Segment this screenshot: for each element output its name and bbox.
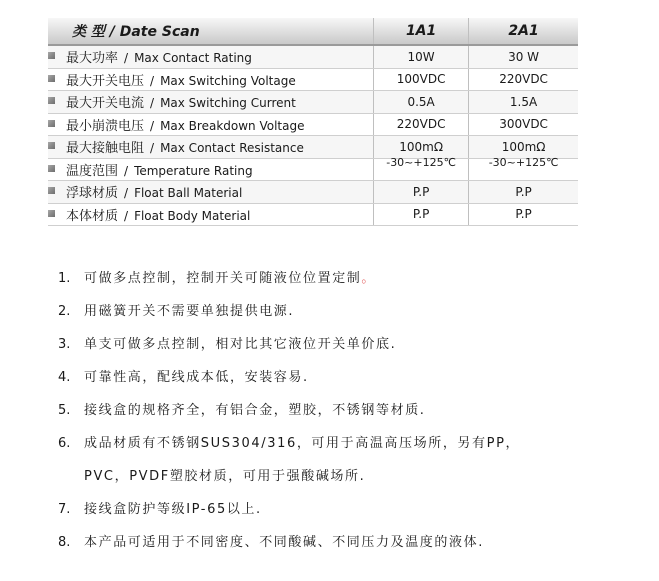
cell-2a1: 300VDC <box>469 113 578 136</box>
table-row <box>48 203 578 226</box>
header-name: 类 型 / Date Scan <box>48 18 374 45</box>
row-label-en: Temperature Rating <box>134 163 253 178</box>
bullet-icon <box>48 97 55 104</box>
cell-2a1: P.P <box>469 181 578 204</box>
temp-range-1a1: -30~+125℃ <box>386 155 456 169</box>
cell-2a1: 220VDC <box>469 68 578 91</box>
cell-1a1: 220VDC <box>374 113 469 136</box>
row-label-en: Max Breakdown Voltage <box>160 118 305 133</box>
cell-1a1: 100mΩ <box>374 136 469 159</box>
row-label-zh: 最大开关电流 <box>66 96 145 112</box>
bullet-icon <box>48 187 55 194</box>
item-text: PVC，PVDF塑胶材质，可用于强酸碱场所. <box>84 469 366 484</box>
item-text: 本产品可适用于不同密度、不同酸碱、不同压力及温度的液体. <box>84 535 484 550</box>
list-item <box>58 361 618 394</box>
table-row <box>48 91 578 114</box>
row-label-zh: 最大开关电压 <box>66 73 145 89</box>
row-label-en: Max Contact Resistance <box>160 141 304 156</box>
row-label-en: Max Switching Current <box>160 96 296 111</box>
bullet-icon <box>48 52 55 59</box>
cell-1a1: P.P <box>374 181 469 204</box>
cell-2a1: 30 W <box>469 45 578 68</box>
row-label-zh: 最大功率 <box>66 51 119 67</box>
cell-1a1: 100VDC <box>374 68 469 91</box>
table-row <box>48 158 578 181</box>
table-row <box>48 45 578 68</box>
separator: / <box>124 186 129 201</box>
item-text: 接线盒防护等级IP-65以上. <box>84 502 262 517</box>
item-text: 可靠性高，配线成本低，安装容易. <box>84 370 309 385</box>
row-label-zh: 温度范围 <box>66 163 119 179</box>
item-number: 5. <box>58 403 71 418</box>
header-col-2a1: 2A1 <box>469 18 578 45</box>
list-item <box>58 427 618 460</box>
item-number: 8. <box>58 535 71 550</box>
spec-table <box>48 18 578 226</box>
item-text: 接线盒的规格齐全，有铝合金，塑胶，不锈钢等材质. <box>84 403 426 418</box>
table-row <box>48 181 578 204</box>
separator: / <box>124 51 129 66</box>
item-number: 2. <box>58 304 71 319</box>
cell-2a1: 1.5A <box>469 91 578 114</box>
row-label-zh: 最小崩溃电压 <box>66 118 145 134</box>
item-number: 4. <box>58 370 71 385</box>
bullet-icon <box>48 120 55 127</box>
item-number: 6. <box>58 436 71 451</box>
item-mark: 。 <box>361 271 377 286</box>
feature-list <box>58 262 618 559</box>
row-label-zh: 最大接触电阻 <box>66 141 145 157</box>
temp-range-2a1: -30~+125℃ <box>488 155 559 169</box>
item-text: 单支可做多点控制，相对比其它液位开关单价底. <box>84 337 397 352</box>
separator: / <box>124 163 129 178</box>
separator: / <box>150 141 155 156</box>
cell-2a1: P.P <box>469 203 578 226</box>
cell-1a1 <box>374 155 469 181</box>
item-text: 可做多点控制，控制开关可随液位位置定制 <box>84 271 362 286</box>
row-label-zh: 本体材质 <box>66 208 119 224</box>
cell-2a1 <box>469 155 578 181</box>
item-text: 用磁簧开关不需要单独提供电源. <box>84 304 295 319</box>
list-item <box>58 394 618 427</box>
list-item-continuation <box>58 460 618 493</box>
spec-header <box>48 18 578 45</box>
list-item <box>58 493 618 526</box>
row-label-zh: 浮球材质 <box>66 186 119 202</box>
cell-1a1: P.P <box>374 203 469 226</box>
separator: / <box>150 118 155 133</box>
item-text: 成品材质有不锈钢SUS304/316，可用于高温高压场所，另有PP， <box>84 436 521 451</box>
row-label-en: Max Switching Voltage <box>160 73 296 88</box>
row-label-en: Float Ball Material <box>134 186 243 201</box>
bullet-icon <box>48 210 55 217</box>
cell-1a1: 10W <box>374 45 469 68</box>
item-number: 7. <box>58 502 71 517</box>
separator: / <box>124 208 129 223</box>
separator: / <box>150 96 155 111</box>
list-item <box>58 526 618 559</box>
bullet-icon <box>48 142 55 149</box>
row-label-en: Float Body Material <box>134 208 251 223</box>
list-item <box>58 262 618 295</box>
row-label-en: Max Contact Rating <box>134 51 252 66</box>
table-row <box>48 68 578 91</box>
list-item <box>58 328 618 361</box>
bullet-icon <box>48 75 55 82</box>
cell-1a1: 0.5A <box>374 91 469 114</box>
bullet-icon <box>48 165 55 172</box>
item-number: 1. <box>58 271 71 286</box>
item-number: 3. <box>58 337 71 352</box>
table-row <box>48 113 578 136</box>
list-item <box>58 295 618 328</box>
separator: / <box>150 73 155 88</box>
cell-2a1: 100mΩ <box>469 136 578 159</box>
header-col-1a1: 1A1 <box>374 18 469 45</box>
